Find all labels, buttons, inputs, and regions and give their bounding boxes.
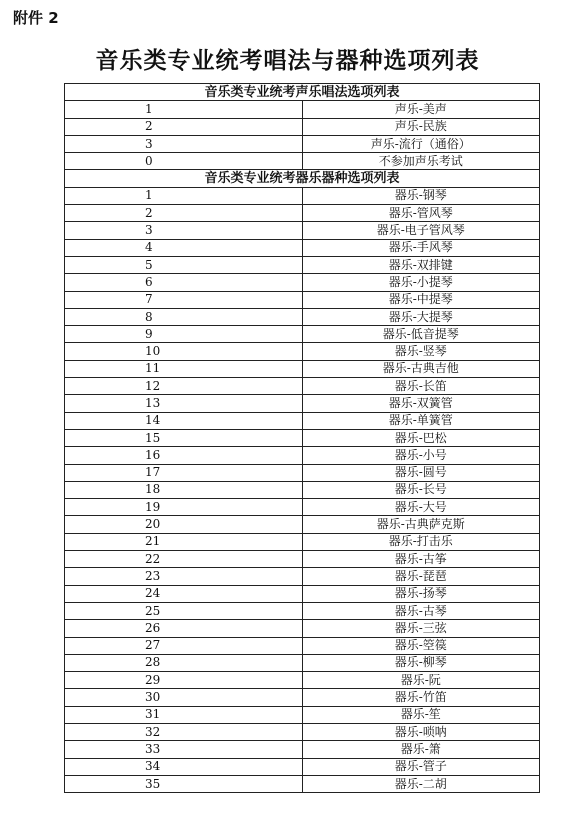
option-name: 器乐-古琴 [302,602,540,619]
option-name: 器乐-箜篌 [302,637,540,654]
table-row [65,620,540,637]
option-name: 声乐-美声 [302,101,540,118]
table-row [65,153,540,170]
option-name: 器乐-低音提琴 [302,326,540,343]
option-code: 25 [65,602,303,619]
table-row [65,274,540,291]
option-name: 器乐-圆号 [302,464,540,481]
table-row [65,637,540,654]
option-code: 9 [65,326,303,343]
table-row [65,672,540,689]
option-code: 7 [65,291,303,308]
option-name: 器乐-小提琴 [302,274,540,291]
option-code: 27 [65,637,303,654]
option-name: 器乐-扬琴 [302,585,540,602]
option-code: 2 [65,118,303,135]
option-name: 声乐-流行（通俗） [302,135,540,152]
table-row [65,516,540,533]
document-title: 音乐类专业统考唱法与器种选项列表 [95,47,480,74]
option-name: 器乐-古典萨克斯 [302,516,540,533]
option-code: 14 [65,412,303,429]
option-name: 器乐-古筝 [302,551,540,568]
option-code: 29 [65,672,303,689]
option-code: 0 [65,153,303,170]
option-code: 18 [65,481,303,498]
table-row [65,551,540,568]
option-code: 24 [65,585,303,602]
table-row [65,706,540,723]
table-row [65,326,540,343]
table-row [65,429,540,446]
table-row [65,412,540,429]
option-name: 器乐-大提琴 [302,308,540,325]
option-code: 15 [65,429,303,446]
option-code: 10 [65,343,303,360]
option-name: 器乐-长笛 [302,378,540,395]
option-name: 不参加声乐考试 [302,153,540,170]
option-name: 器乐-唢呐 [302,723,540,740]
option-name: 器乐-双排键 [302,256,540,273]
option-code: 26 [65,620,303,637]
option-code: 35 [65,775,303,792]
option-code: 33 [65,741,303,758]
instrument-section-heading: 音乐类专业统考器乐器种选项列表 [65,170,540,187]
table-row [65,360,540,377]
option-name: 声乐-民族 [302,118,540,135]
option-name: 器乐-巴松 [302,429,540,446]
option-name: 器乐-单簧管 [302,412,540,429]
option-name: 器乐-古典吉他 [302,360,540,377]
options-table [64,83,540,793]
option-code: 20 [65,516,303,533]
option-name: 器乐-二胡 [302,775,540,792]
vocal-section-heading: 音乐类专业统考声乐唱法选项列表 [65,84,540,101]
table-row [65,135,540,152]
option-code: 12 [65,378,303,395]
option-code: 19 [65,499,303,516]
option-name: 器乐-阮 [302,672,540,689]
option-code: 1 [65,101,303,118]
option-code: 22 [65,551,303,568]
option-name: 器乐-大号 [302,499,540,516]
table-row [65,568,540,585]
table-row [65,101,540,118]
table-row [65,239,540,256]
option-code: 16 [65,447,303,464]
option-code: 11 [65,360,303,377]
option-name: 器乐-手风琴 [302,239,540,256]
table-row [65,602,540,619]
option-code: 3 [65,135,303,152]
option-code: 5 [65,256,303,273]
table-row [65,256,540,273]
vocal-section-heading-row [65,84,540,101]
table-row [65,499,540,516]
option-code: 32 [65,723,303,740]
table-row [65,464,540,481]
table-row [65,291,540,308]
option-name: 器乐-柳琴 [302,654,540,671]
table-row [65,308,540,325]
option-name: 器乐-管风琴 [302,205,540,222]
table-row [65,689,540,706]
option-code: 17 [65,464,303,481]
table-row [65,758,540,775]
option-code: 3 [65,222,303,239]
option-name: 器乐-小号 [302,447,540,464]
option-name: 器乐-竖琴 [302,343,540,360]
option-code: 30 [65,689,303,706]
option-code: 1 [65,187,303,204]
table-row [65,741,540,758]
option-code: 34 [65,758,303,775]
table-row [65,775,540,792]
option-name: 器乐-钢琴 [302,187,540,204]
table-row [65,481,540,498]
option-code: 2 [65,205,303,222]
option-code: 8 [65,308,303,325]
option-name: 器乐-双簧管 [302,395,540,412]
option-name: 器乐-笙 [302,706,540,723]
option-name: 器乐-长号 [302,481,540,498]
table-row [65,378,540,395]
table-row [65,187,540,204]
table-row [65,585,540,602]
option-name: 器乐-打击乐 [302,533,540,550]
instrument-section-heading-row [65,170,540,187]
options-table-body [65,84,540,793]
option-name: 器乐-琵琶 [302,568,540,585]
option-name: 器乐-电子管风琴 [302,222,540,239]
option-name: 器乐-竹笛 [302,689,540,706]
table-row [65,222,540,239]
table-row [65,118,540,135]
attachment-label: 附件 2 [13,9,59,27]
option-code: 21 [65,533,303,550]
option-name: 器乐-中提琴 [302,291,540,308]
table-row [65,533,540,550]
table-row [65,723,540,740]
table-row [65,343,540,360]
option-code: 28 [65,654,303,671]
option-code: 4 [65,239,303,256]
option-code: 6 [65,274,303,291]
option-name: 器乐-箫 [302,741,540,758]
option-code: 31 [65,706,303,723]
table-row [65,447,540,464]
option-code: 23 [65,568,303,585]
option-name: 器乐-三弦 [302,620,540,637]
option-name: 器乐-管子 [302,758,540,775]
option-code: 13 [65,395,303,412]
table-row [65,205,540,222]
table-row [65,654,540,671]
table-row [65,395,540,412]
